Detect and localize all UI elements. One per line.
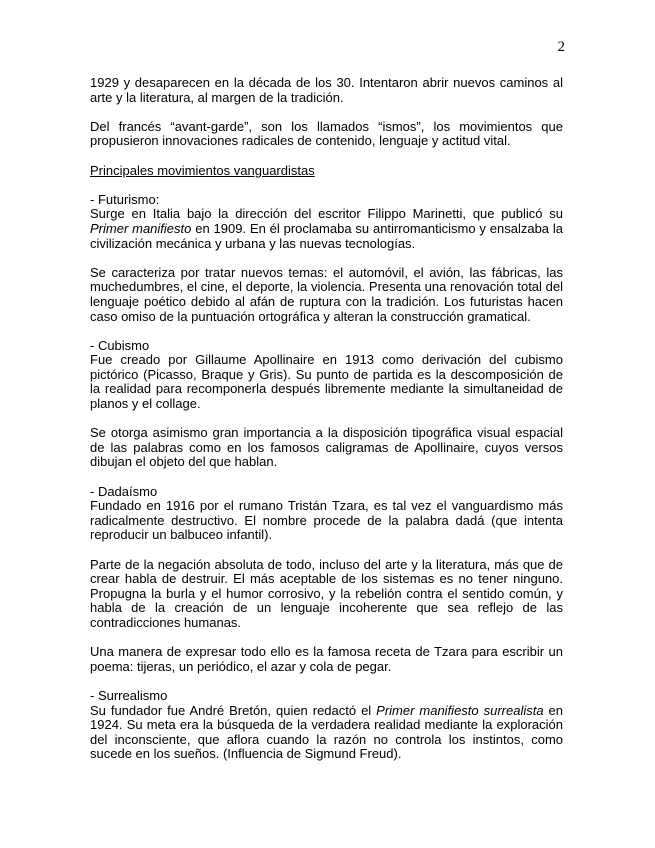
page-number: 2 <box>557 39 565 55</box>
cubismo-paragraph-1: Fue creado por Gillaume Apollinaire en 1913 como derivación del cubismo pictórico (Picasso, Braque y Gris). Su punto de partida es la descomposición de la realidad para recomponerla después libremente mediante la simultaneidad de planos y el collage. <box>90 352 563 412</box>
document-body <box>90 76 563 777</box>
dadaismo-paragraph-1: Fundado en 1916 por el rumano Tristán Tzara, es tal vez el vanguardismo más radicalmente destructivo. El nombre procede de la palabra dadá (que intenta reproducir un balbuceo infantil). <box>90 498 563 543</box>
intro-paragraph-1: 1929 y desaparecen en la década de los 30. Intentaron abrir nuevos caminos al arte y la literatura, al margen de la tradición. <box>90 75 563 105</box>
dadaismo-title: - Dadaísmo <box>90 483 158 499</box>
dadaismo-paragraph-2: Parte de la negación absoluta de todo, incluso del arte y la literatura, más que de crear habla de destruir. El más aceptable de los sistemas es no tener ninguno. Propugna la burla y el humor corrosivo, y la rebelión contra el sentido común, y habla de la creación de un lenguaje incoherente que sea reflejo de las contradicciones humanas. <box>90 556 563 630</box>
futurismo-paragraph-2: Se caracteriza por tratar nuevos temas: el automóvil, el avión, las fábricas, las muchedumbres, el cine, el deporte, la violencia. Presenta una renovación total del lenguaje poético debido al afán de ruptura con la tradición. Los futuristas hacen caso omiso de la puntuación ortográfica y alteran la construcción gramatical. <box>90 264 563 324</box>
futurismo-p1-text-a: Surge en Italia bajo la dirección del escritor Filippo Marinetti, que publicó su <box>90 206 563 222</box>
dadaismo-paragraph-3: Una manera de expresar todo ello es la famosa receta de Tzara para escribir un poema: tijeras, un periódico, el azar y cola de pegar. <box>90 644 563 674</box>
surrealismo-p1-emphasis: Primer manifiesto surrealista <box>376 702 544 718</box>
surrealismo-p1-text-b: en 1924. Su meta era la búsqueda de la verdadera realidad mediante la exploración del inconsciente, que aflora cuando la razón no controla los instintos, como sucede en los sueños. (Influencia de Sigmund Freud). <box>90 702 563 762</box>
futurismo-p1-text-b: en 1909. En él proclamaba su antirromanticismo y ensalzaba la civilización mecánica y urbana y las nuevas tecnologías. <box>90 220 563 251</box>
cubismo-title: - Cubismo <box>90 337 150 353</box>
surrealismo-title: - Surrealismo <box>90 687 168 703</box>
surrealismo-paragraph-1 <box>90 704 563 762</box>
futurismo-p1-emphasis: Primer manifiesto <box>90 220 192 236</box>
intro-paragraph-2: Del francés “avant-garde”, son los llamados “ismos”, los movimientos que propusieron innovaciones radicales de contenido, lenguaje y actitud vital. <box>90 118 563 149</box>
section-heading: Principales movimientos vanguardistas <box>90 162 315 178</box>
futurismo-title: - Futurismo: <box>90 191 160 207</box>
futurismo-paragraph-1 <box>90 207 563 251</box>
surrealismo-p1-text-a: Su fundador fue André Bretón, quien redactó el <box>90 702 377 718</box>
cubismo-paragraph-2: Se otorga asimismo gran importancia a la disposición tipográfica visual espacial de las palabras como en los famosos caligramas de Apollinaire, cuyos versos dibujan el objeto del que hablan. <box>90 425 563 470</box>
